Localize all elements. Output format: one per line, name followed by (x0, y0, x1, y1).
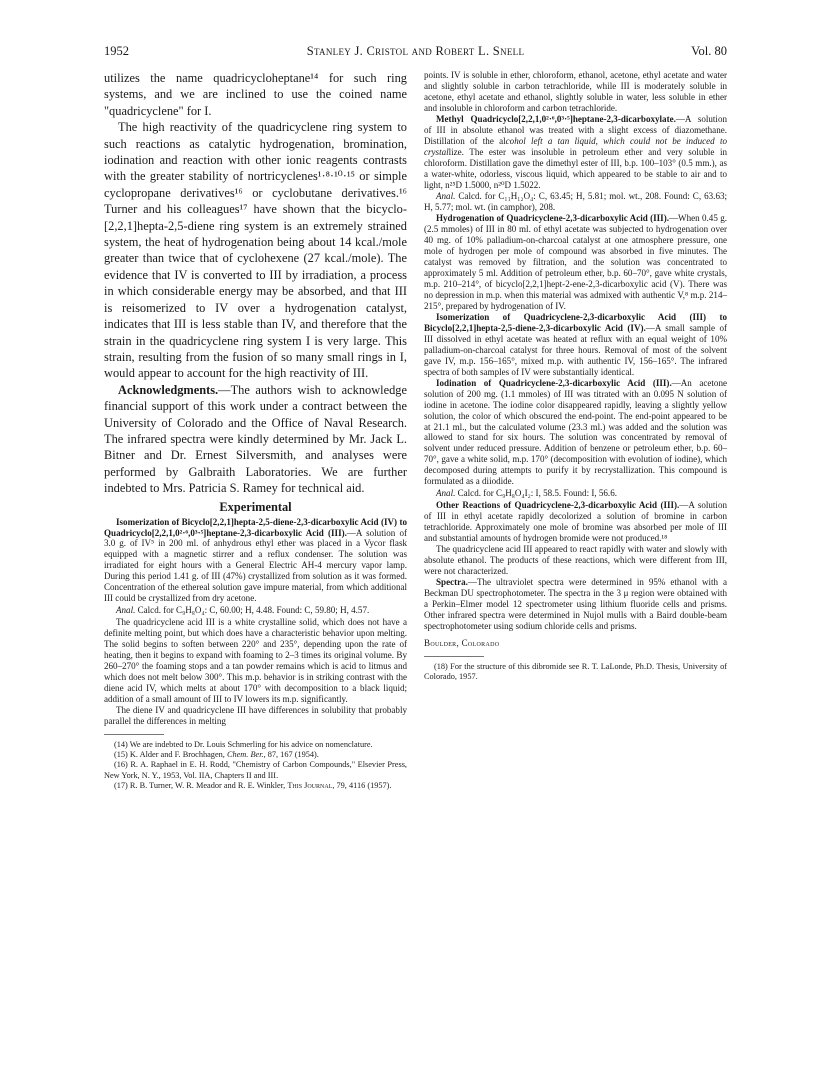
analysis-line-3 (424, 488, 727, 499)
isomerization-2-heading: Isomerization of Quadricyclene-2,3-dicarboxylic Acid (III) to Bicyclo[2,2,1]hepta-2,5-diene-2,3-dicarboxylic Acid (IV). (424, 311, 727, 333)
paragraph-solubility: The diene IV and quadricyclene III have differences in solubility that probably parallel the differences in melting (104, 704, 407, 726)
spectra-heading: Spectra. (436, 576, 468, 587)
experimental-heading: Experimental (219, 499, 292, 514)
paragraph-acknowledgments (104, 382, 407, 497)
page-number: 1952 (104, 44, 129, 58)
footnote-15-journal: Chem. Ber. (226, 749, 264, 759)
methyl-ester-text-b: lize. The ester was insoluble in petroleum ether and very soluble in chloroform. Distillation gave the dimethyl ester of III, b.p. 100–103° (0.5 mm.), as a water-white, odorless, viscous liquid, which appeared to be stable to air and to light, n²⁵D 1.5000, n²⁰D 1.5022. (424, 146, 727, 190)
iodination-heading: Iodination of Quadricyclene-2,3-dicarboxylic Acid (III). (436, 377, 672, 388)
spectra-text: —The ultraviolet spectra were determined in 95% ethanol with a Beckman DU spectrophotometer. The spectra in the 3 μ region were obtained with a Perkin–Elmer model 12 spectrometer using lithium fluoride cells and prisms. Other infrared spectra were determined in Nujol mulls with a Baird double-beam spectrophotometer using sodium chloride cells and prisms. (424, 576, 727, 631)
right-column (424, 70, 727, 682)
other-reactions-heading: Other Reactions of Quadricyclene-2,3-dicarboxylic Acid (III). (436, 500, 680, 511)
acknowledgments-text: —The authors wish to acknowledge financial support of this work under a contract between the University of Colorado and the Office of Naval Research. The infrared spectra were kindly determined by Mr. Jack L. Bitner and Dr. Ernest Silversmith, and analyses were performed by Galbraith Laboratories. We are further indebted to Mrs. Patricia S. Ramey for technical aid. (104, 382, 407, 496)
running-title: Stanley J. Cristol and Robert L. Snell (306, 44, 525, 58)
author-location: Boulder, Colorado (424, 637, 500, 648)
methyl-ester-text-italic: cohol left a tan liquid, which could not be induced to crystal (424, 135, 727, 157)
paragraph-isomerization (104, 517, 407, 605)
methyl-ester-heading: Methyl Quadricyclo[2,2,1,0²·⁶,0³·⁵]heptane-2,3-dicarboxylate. (436, 113, 676, 124)
footnote-14: (14) We are indebted to Dr. Louis Schmerling for his advice on nomenclature. (114, 739, 373, 749)
footnote-divider (424, 656, 484, 657)
paragraph-other-reactions (424, 500, 727, 544)
footnote-divider (104, 734, 164, 735)
hydrogenation-heading: Hydrogenation of Quadricyclene-2,3-dicarboxylic Acid (III). (436, 213, 669, 224)
hydrogenation-text: —When 0.45 g. (2.5 mmoles) of III in 80 ml. of ethyl acetate was subjected to hydrogenation over 40 mg. of 10% palladium-on-charcoal catalyst at one atmosphere pressure, one mole of hydrogen per mole of compound was absorbed in five minutes. The catalyst was removed by filtration, and the solution was concentrated to approximately 5 ml. Addition of petroleum ether, b.p. 60–70°, gave white crystals, m.p. 210–214°, of bicyclo[2,2,1]hept-2-ene-2,3-dicarboxylic acid (V). There was no depression in m.p. when this material was admixed with authentic V,⁸ m.p. 214–215°, prepared by hydrogenation of IV. (424, 213, 727, 312)
anal-label: Anal. (436, 488, 456, 499)
paragraph-nomenclature: utilizes the name quadricycloheptane¹⁴ for such ring systems, and we are inclined to use the coined name "quadricyclene" for I. (104, 71, 407, 118)
footnote-17 (104, 781, 407, 791)
left-column (104, 70, 407, 791)
paragraph-water-reaction: The quadricyclene acid III appeared to react rapidly with water and slowly with absolute ethanol. The products of these reactions, which were different from III, were not characterized. (424, 543, 727, 576)
footnote-16: (16) R. A. Raphael in E. H. Rodd, "Chemistry of Carbon Compounds," Elsevier Press, New York, N. Y., 1953, Vol. IIA, Chapters II and III. (104, 760, 407, 780)
footnote-18: (18) For the structure of this dibromide see R. T. LaLonde, Ph.D. Thesis, University of Colorado, 1957. (424, 661, 727, 681)
acknowledgments-heading: Acknowledgments. (118, 382, 219, 397)
paragraph-spectra (424, 577, 727, 632)
paragraph-isomerization-2 (424, 312, 727, 378)
analysis-line-1 (104, 605, 407, 616)
footnote-17-ref: , 79, 4116 (1957). (332, 780, 392, 790)
methyl-ester-text-a: —A solution of III in absolute ethanol was treated with a slight excess of diazomethane. Distillation of the al (424, 113, 727, 146)
other-reactions-text: —A solution of III in ethyl acetate rapidly decolorized a solution of bromine in carbon tetrachloride. Approximately one mole of bromine was absorbed per mole of III and substantial amounts of hydrogen bromide were not produced.¹⁸ (424, 500, 727, 544)
footnote-17-journal: This Journal (287, 780, 333, 790)
paragraph-iodination (424, 378, 727, 488)
paragraph-solubility-cont: points. IV is soluble in ether, chloroform, ethanol, acetone, ethyl acetate and water and slightly soluble in carbon tetrachloride, while III is moderately soluble in acetone, ethyl acetate and ethanol, slightly soluble in water, less soluble in ether and insoluble in chloroform and carbon tetrachloride. (424, 70, 727, 113)
anal-label: Anal. (436, 191, 456, 202)
volume-label: Vol. 80 (691, 44, 727, 58)
analysis-line-2 (424, 191, 727, 213)
anal-text: Calcd. for C₁₁H₁₂O₄: C, 63.45; H, 5.81; mol. wt., 208. Found: C, 63.63; H, 5.77; mol. wt. (in camphor), 208. (424, 191, 727, 213)
paragraph-quadricyclene-acid: The quadricyclene acid III is a white crystalline solid, which does not have a definite melting point, but which does have a characteristic behavior upon melting. The solid begins to soften between 220° and 235°, depending upon the rate of heating, then it begins to expand with foaming to 2–3 times its original volume. By 260–270° the foaming stops and a tan powder remains which is acid to litmus and which does not melt below 300°. This m.p. behavior is in striking contrast with the diene acid IV, which melts at about 170° with decomposition to a black liquid; addition of a small amount of III to IV lowers its m.p. significantly. (104, 617, 407, 704)
isomerization-text: —A solution of 3.0 g. of IV⁵ in 200 ml. of anhydrous ethyl ether was placed in a Vycor flask equipped with a magnetic stirrer and a reflux condenser. The solution was irradiated for eight hours with a General Electric AH-4 mercury vapor lamp. During this period 1.41 g. of III (47%) crystallized from solution as it was formed. Concentration of the ethereal solution gave impure material, from which additional III could be crystallized from dry acetone. (104, 527, 407, 604)
footnote-15-ref: , 87, 167 (1954). (263, 749, 319, 759)
anal-label: Anal. (116, 605, 136, 616)
running-header (104, 44, 727, 60)
paragraph-methyl-ester (424, 114, 727, 191)
footnote-17-authors: (17) R. B. Turner, W. R. Meador and R. E. Winkler, (114, 780, 288, 790)
anal-text: Calcd. for C₉H₈O₄I₂: I, 58.5. Found: I, 56.6. (455, 488, 617, 499)
iodination-text: —An acetone solution of 200 mg. (1.1 mmoles) of III was titrated with an 0.095 N solution of iodine in acetone. The iodine color disappeared rapidly, leaving a slightly yellow solution, the color of which obscured the end-point. The end-point appeared to be at 21.1 ml., but the calculated volume (23.3 ml.) was added and the solution was allowed to stand for six hours. The solution was concentrated by removal of solvent under reduced pressure. Addition of benzene or petroleum ether, b.p. 60–70°, gave a white solid, m.p. 170° (decomposition with evolution of iodine), which decomposed during attempts to purify it by recrystallization. This compound is formulated as a diiodide. (424, 377, 727, 487)
isomerization-2-text: —A small sample of III dissolved in ethyl acetate was heated at reflux with an equal weight of 10% palladium-on-charcoal catalyst for three hours. Removal of most of the solvent gave IV, m.p. 156–165°, mixed m.p. with authentic IV, 156–165°. The infrared spectra of both samples of IV were substantially identical. (424, 322, 727, 377)
paragraph-reactivity: The high reactivity of the quadricyclene ring system to such reactions as catalytic hydrogenation, bromination, iodination and reaction with other ionic reagents contrasts with the greater stability of nortricyclenes¹·⁸·¹⁰·¹⁵ or simple cyclopropane derivatives¹⁶ or cyclobutane derivatives.¹⁶ Turner and his colleagues¹⁷ have shown that the bicyclo-[2,2,1]hepta-2,5-diene ring system is an extremely strained system, the heat of hydrogenation being about 14 kcal./mole greater than twice that of cyclohexene (27 kcal./mole). The evidence that IV is converted to III by irradiation, a process in which considerable energy may be absorbed, and that III is reisomerized to IV over a hydrogenation catalyst, indicates that III is less stable than IV, and therefore that the strain in the quadricyclene ring system I is very large. This strain, resulting from the fusion of so many small rings in I, would appear to account for the high reactivity of III. (104, 120, 407, 381)
footnote-15 (104, 750, 407, 760)
isomerization-heading: Isomerization of Bicyclo[2,2,1]hepta-2,5-diene-2,3-dicarboxylic Acid (IV) to Quadricyclo[2,2,1,0²·⁶,0³·⁵]heptane-2,3-dicarboxylic Acid (III). (104, 516, 407, 538)
footnote-15-authors: (15) K. Alder and F. Brochhagen, (114, 749, 227, 759)
paragraph-hydrogenation (424, 213, 727, 312)
anal-text: Calcd. for C₉H₈O₄: C, 60.00; H, 4.48. Found: C, 59.80; H, 4.57. (135, 605, 370, 616)
